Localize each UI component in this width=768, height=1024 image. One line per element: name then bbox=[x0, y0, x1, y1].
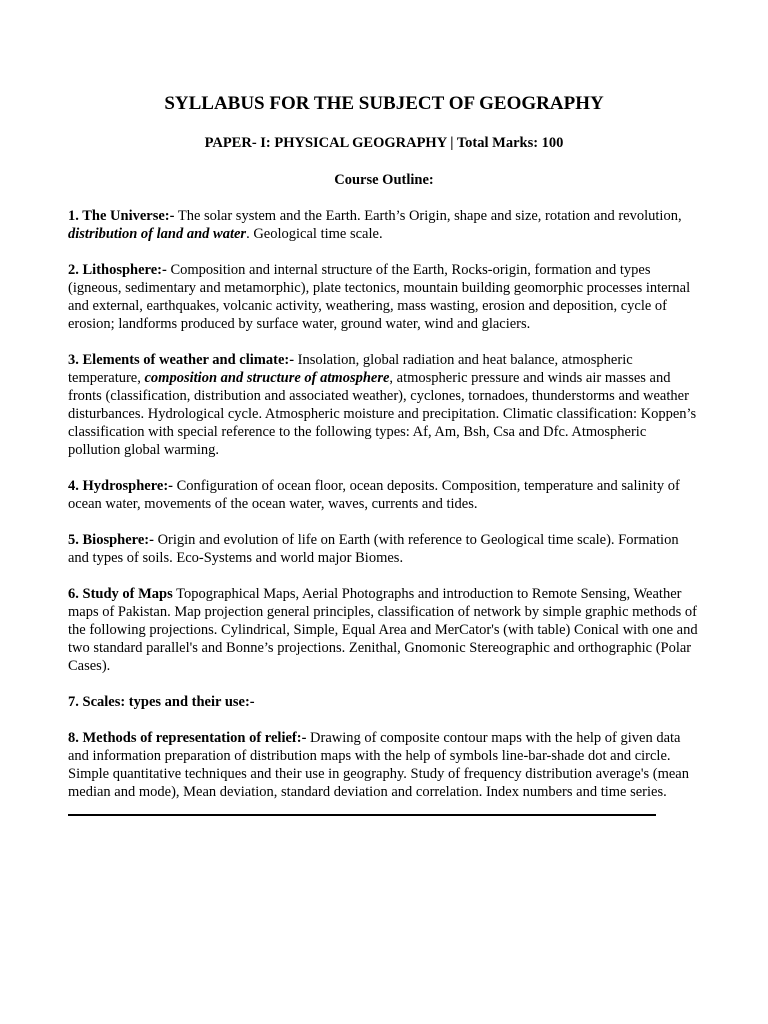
section-heading: 5. Biosphere:- bbox=[68, 532, 154, 548]
section-emphasis: distribution of land and water bbox=[68, 226, 247, 242]
section-heading: 7. Scales: types and their use:- bbox=[68, 694, 255, 710]
horizontal-rule bbox=[68, 814, 656, 816]
section-study-of-maps bbox=[68, 585, 698, 675]
section-scales bbox=[68, 693, 698, 711]
section-emphasis: composition and structure of atmosphere bbox=[144, 370, 390, 386]
document-title: SYLLABUS FOR THE SUBJECT OF GEOGRAPHY bbox=[164, 93, 604, 114]
course-outline-heading: Course Outline: bbox=[334, 172, 434, 188]
section-text: , atmospheric pressure and winds air masses and fronts (classification, distribution and associated weather), cyclones, tornadoes, thunderstorms and weather disturbances. Hydrological cycle. Atmospheric moisture and precipitation. Climatic classification: Koppen’s classification with special reference to the following types: Af, Am, Bsh, Csa and Dfc. Atmospheric pollution global warming. bbox=[68, 370, 697, 458]
section-heading: 2. Lithosphere:- bbox=[68, 262, 167, 278]
section-text: Topographical Maps, Aerial Photographs and introduction to Remote Sensing, Weather maps of Pakistan. Map projection general principles, classification of network by simple graphic methods of the following projections. Cylindrical, Simple, Equal Area and MerCator's (with table) Conical with one and two standard parallel's and Bonne’s projections. Zenithal, Gnomonic Stereographic and orthographic (Polar Cases). bbox=[68, 586, 698, 674]
section-heading: 6. Study of Maps bbox=[68, 586, 173, 602]
section-heading: 3. Elements of weather and climate:- bbox=[68, 352, 295, 368]
section-text: Drawing of composite contour maps with the help of given data and information preparation of distribution maps with the help of symbols line-bar-shade dot and circle. Simple quantitative techniques and their use in geography. Study of frequency distribution average's (mean median and mode), Mean deviation, standard deviation and correlation. Index numbers and time series. bbox=[68, 730, 689, 800]
section-relief-representation bbox=[68, 729, 698, 801]
section-weather-climate bbox=[68, 351, 698, 459]
course-outline-body bbox=[68, 207, 698, 819]
section-text: Origin and evolution of life on Earth (with reference to Geological time scale). Formation and types of soils. Eco-Systems and world major Biomes. bbox=[68, 532, 679, 566]
section-biosphere bbox=[68, 531, 698, 567]
section-text: Composition and internal structure of the Earth, Rocks-origin, formation and types (igneous, sedimentary and metamorphic), plate tectonics, mountain building geomorphic processes internal and external, earthquakes, volcanic activity, weathering, mass wasting, erosion and deposition, cycle of erosion; landforms produced by surface water, ground water, wind and glaciers. bbox=[68, 262, 691, 332]
section-text: Insolation, global radiation and heat balance, atmospheric temperature, bbox=[68, 352, 633, 386]
section-universe bbox=[68, 207, 698, 243]
section-text: The solar system and the Earth. Earth’s Origin, shape and size, rotation and revolution, bbox=[174, 208, 682, 224]
section-heading: 1. The Universe:- bbox=[68, 208, 175, 224]
section-lithosphere bbox=[68, 261, 698, 333]
section-heading: 4. Hydrosphere:- bbox=[68, 478, 173, 494]
section-hydrosphere bbox=[68, 477, 698, 513]
section-heading: 8. Methods of representation of relief:- bbox=[68, 730, 307, 746]
section-text: Configuration of ocean floor, ocean deposits. Composition, temperature and salinity of ocean water, movements of the ocean water, waves, currents and tides. bbox=[68, 478, 680, 512]
paper-heading: PAPER- I: PHYSICAL GEOGRAPHY | Total Marks: 100 bbox=[204, 135, 564, 151]
section-text: . Geological time scale. bbox=[246, 226, 383, 242]
